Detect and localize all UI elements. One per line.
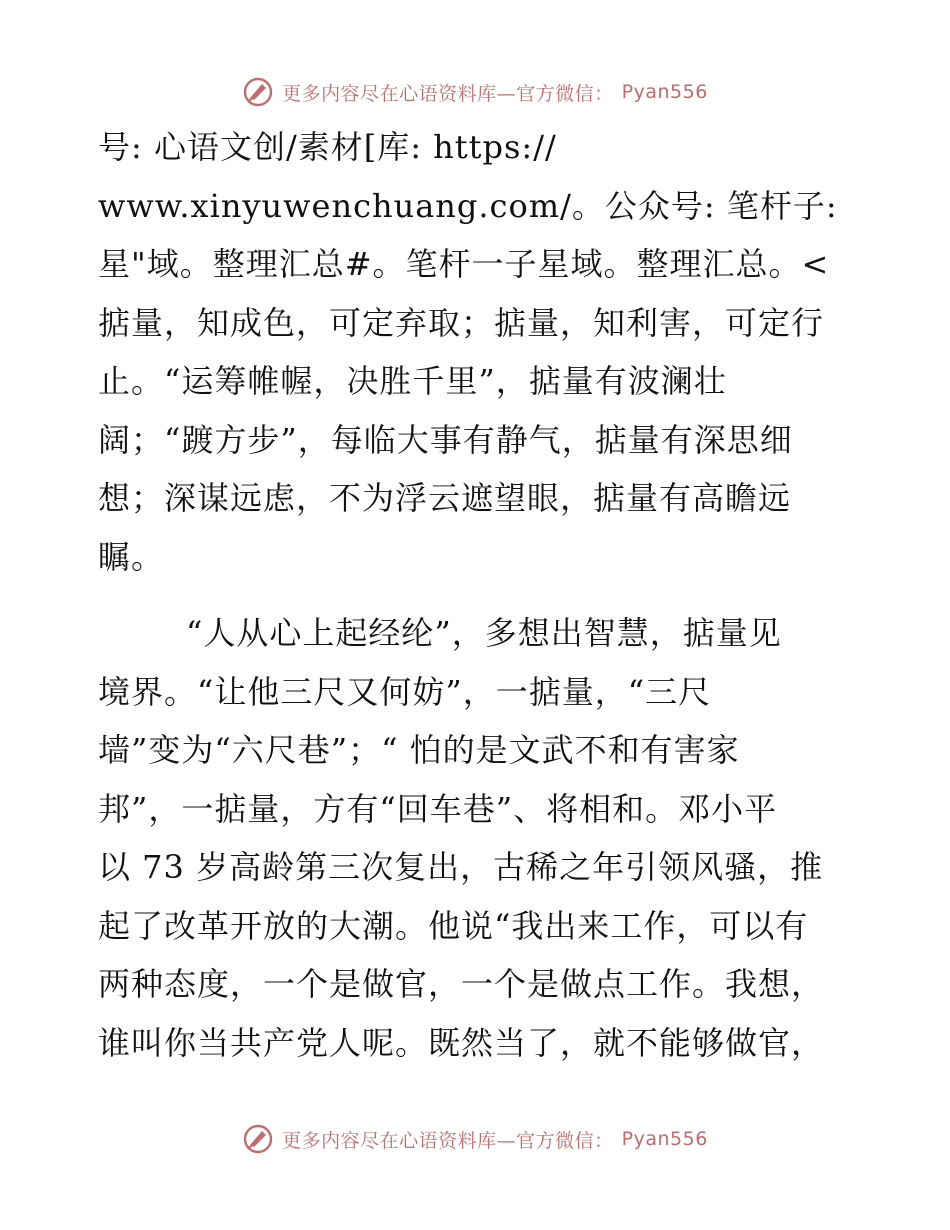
text-line: 起了改革开放的大潮。他说“我出来工作，可以有	[98, 906, 809, 945]
text-line: www.xinyuwenchuang.com/。公众号: 笔杆子:	[98, 186, 838, 225]
text-line: 想；深谋远虑，不为浮云遮望眼，掂量有高瞻远	[98, 479, 792, 517]
watermark-wechat-id: Pyan556	[621, 81, 708, 103]
text-line: 以 73 岁高龄第三次复出，古稀之年引领风骚，推	[98, 848, 824, 886]
watermark-wechat-id: Pyan556	[621, 1128, 708, 1150]
header-watermark	[0, 72, 950, 112]
text-line: “人从心上起经纶”，多想出智慧，掂量见	[186, 614, 782, 652]
text-line: 谁叫你当共产党人呢。既然当了，就不能够做官，	[98, 1023, 825, 1062]
watermark-text: 更多内容尽在心语资料库—官方微信：	[282, 1129, 614, 1152]
text-line: 掂量，知成色，可定弃取；掂量，知利害，可定行	[98, 303, 825, 342]
document-body	[98, 118, 858, 1072]
text-line: 号: 心语文创/素材[库: https://	[98, 128, 557, 166]
text-line: 两种态度，一个是做官，一个是做点工作。我想，	[98, 965, 825, 1003]
text-line: 止。“运筹帷幄，决胜千里”，掂量有波澜壮	[98, 362, 727, 400]
brand-logo-icon	[242, 76, 274, 108]
paragraph-spacer	[98, 586, 858, 604]
text-line: 邦”，一掂量，方有“回车巷”、将相和。邓小平	[98, 789, 778, 828]
text-line: 阔；“踱方步”，每临大事有静气，掂量有深思细	[98, 420, 793, 459]
footer-watermark	[0, 1119, 950, 1159]
paragraph-1	[98, 118, 858, 586]
paragraph-2	[98, 604, 858, 1072]
text-line: 星"域。整理汇总#。笔杆一子星域。整理汇总。<	[98, 245, 830, 283]
text-line: 瞩。	[98, 537, 165, 576]
watermark-text: 更多内容尽在心语资料库—官方微信：	[282, 82, 614, 105]
text-line: 墙”变为“六尺巷”；“ 怕的是文武不和有害家	[98, 731, 740, 769]
brand-logo-icon	[242, 1123, 274, 1155]
text-line: 境界。“让他三尺又何妨”，一掂量，“三尺	[98, 672, 712, 711]
